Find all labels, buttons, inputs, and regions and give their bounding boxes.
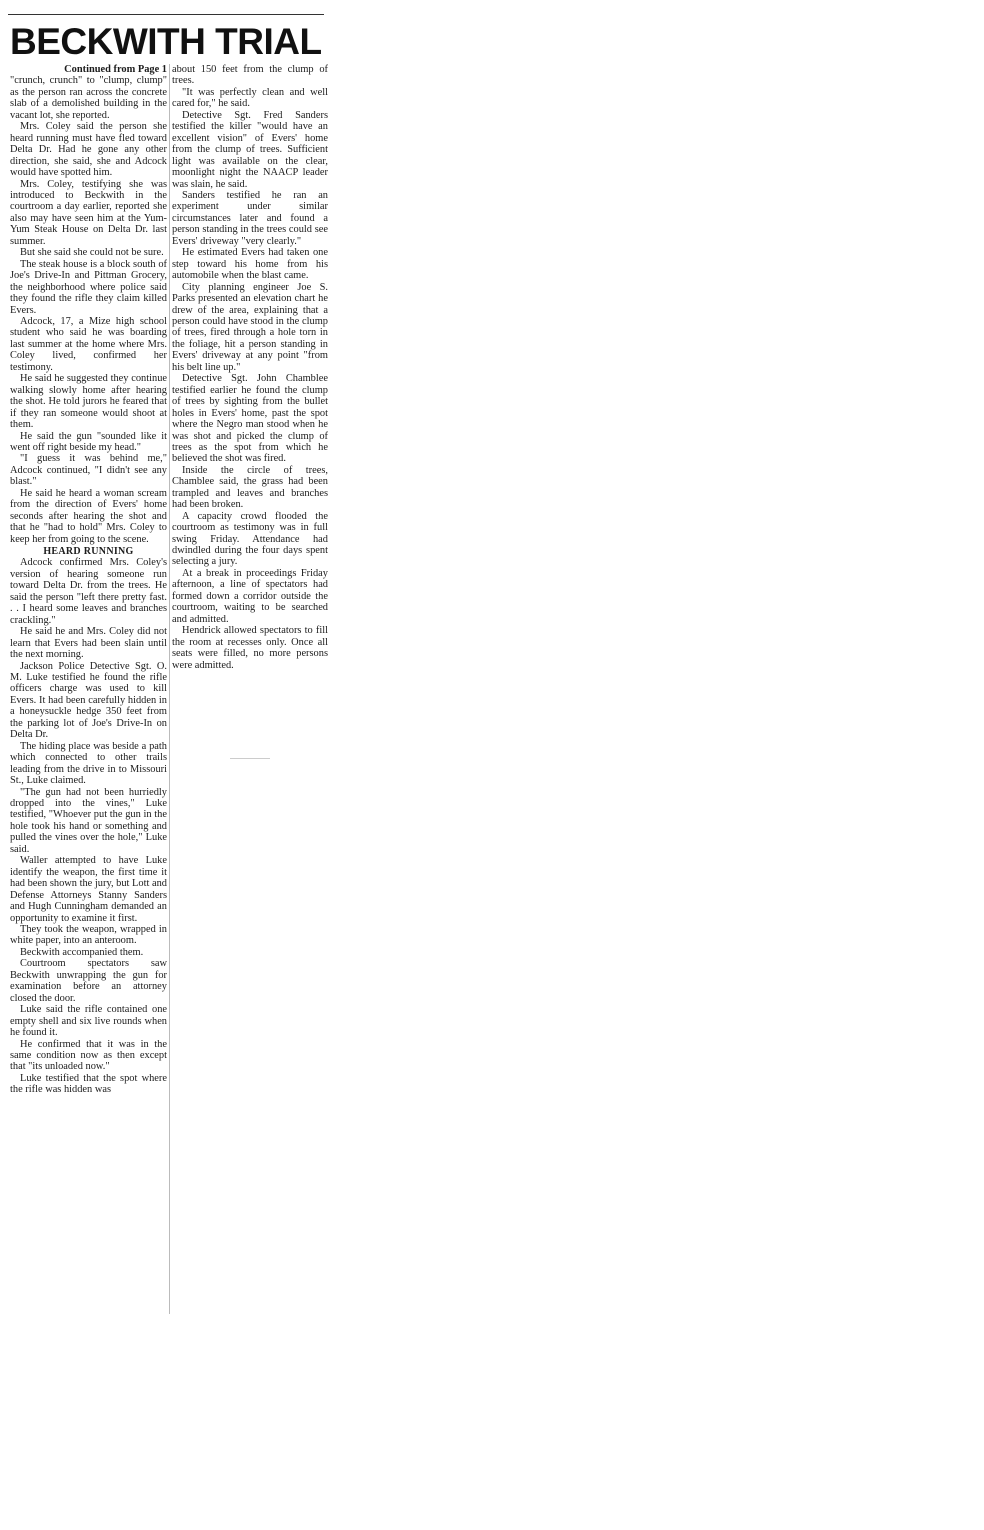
paragraph: "crunch, crunch" to "clump, clump" as the person ran across the concrete slab of a demolished building in the vacant lot, she reported. [10, 75, 167, 121]
paragraph: He estimated Evers had taken one step toward his home from his automobile when the blast came. [172, 247, 328, 282]
paragraph: Jackson Police Detective Sgt. O. M. Luke testified he found the rifle officers charge was used to kill Evers. It had been carefully hidden in a honeysuckle hedge 350 feet from the parking lot of Joe's Drive-In on Delta Dr. [10, 660, 167, 741]
paragraph: Luke testified that the spot where the rifle was hidden was [10, 1072, 167, 1096]
paragraph: Luke said the rifle contained one empty shell and six live rounds when he found it. [10, 1004, 167, 1039]
paragraph: A capacity crowd flooded the courtroom as testimony was in full swing Friday. Attendance had dwindled during the four days spent selecting a jury. [172, 510, 328, 568]
paragraph: Adcock confirmed Mrs. Coley's version of hearing someone run toward Delta Dr. from the trees. He said the person "left there pretty fast. . . I heard some leaves and branches crackling." [10, 557, 167, 626]
column-end-rule [230, 758, 270, 759]
paragraph: "The gun had not been hurriedly dropped into the vines," Luke testified, "Whoever put the gun in the hole took his hand or something and pulled the vines over the hole," Luke said. [10, 786, 167, 855]
top-rule [8, 14, 324, 15]
paragraph: The hiding place was beside a path which connected to other trails leading from the drive in to Missouri St., Luke claimed. [10, 740, 167, 787]
paragraph: But she said she could not be sure. [20, 247, 164, 259]
paragraph: He said the gun "sounded like it went off right beside my head." [10, 430, 167, 453]
paragraph: At a break in proceedings Friday afternoon, a line of spectators had formed down a corridor outside the courtroom, waiting to be searched and admitted. [172, 567, 328, 625]
paragraph: "I guess it was behind me," Adcock continued, "I didn't see any blast." [10, 453, 167, 488]
paragraph: Waller attempted to have Luke identify the weapon, the first time it had been shown the jury, but Lott and Defense Attorneys Stanny Sanders and Hugh Cunningham demanded an opportunity to examine it first. [10, 855, 167, 924]
paragraph: Sanders testified he ran an experiment under similar circumstances later and found a person standing in the trees could see Evers' driveway "very clearly." [172, 189, 328, 247]
paragraph: Detective Sgt. Fred Sanders testified the killer "would have an excellent vision" of Evers' home from the clump of trees. Sufficient light was available on the clear, moonlight night the NAACP leader was slain, he said. [172, 109, 328, 190]
continued-from-label: Continued from Page 1 [64, 64, 167, 75]
paragraph: Mrs. Coley, testifying she was introduced to Beckwith in the courtroom a day earlier, reported she also may have seen him at the Yum-Yum Steak House on Delta Dr. last summer. [10, 178, 167, 247]
paragraph: "It was perfectly clean and well cared for," he said. [172, 86, 328, 110]
article-column-1 [10, 64, 167, 1324]
paragraph: Courtroom spectators saw Beckwith unwrapping the gun for examination before an attorney closed the door. [10, 958, 167, 1004]
paragraph: Mrs. Coley said the person she heard running must have fled toward Delta Dr. Had he gone any other direction, she said, she and Adcock would have spotted him. [10, 121, 167, 179]
paragraph: The steak house is a block south of Joe's Drive-In and Pittman Grocery, the neighborhood where police said they found the rifle they claim killed Evers. [10, 258, 167, 316]
paragraph: Beckwith accompanied them. [20, 946, 144, 958]
paragraph: about 150 feet from the clump of trees. [172, 64, 328, 87]
paragraph: They took the weapon, wrapped in white paper, into an anteroom. [10, 923, 167, 947]
paragraph: He said he suggested they continue walking slowly home after hearing the shot. He told jurors he feared that if they ran someone would shoot at them. [10, 373, 167, 431]
paragraph: He said he heard a woman scream from the direction of Evers' home seconds after hearing the shot and that he "had to hold" Mrs. Coley to keep her from going to the scene. [10, 487, 167, 545]
paragraph: Inside the circle of trees, Chamblee said, the grass had been trampled and leaves and branches had been broken. [172, 464, 328, 511]
column-divider [169, 64, 170, 1314]
paragraph: He said he and Mrs. Coley did not learn that Evers had been slain until the next morning. [10, 626, 167, 661]
paragraph: Adcock, 17, a Mize high school student who said he was boarding last summer at the home where Mrs. Coley lived, confirmed her testimony. [10, 315, 167, 373]
paragraph: Hendrick allowed spectators to fill the room at recesses only. Once all seats were filled, no more persons were admitted. [172, 625, 328, 671]
subhead: HEARD RUNNING [43, 546, 134, 558]
article-column-2 [172, 64, 328, 764]
headline: BECKWITH TRIAL [10, 21, 322, 62]
paragraph: Detective Sgt. John Chamblee testified earlier he found the clump of trees by sighting from the bullet holes in Evers' home, past the spot where the Negro man stood when he was shot and picked the clump of trees as the spot from which he believed the shot was fired. [172, 373, 328, 465]
paragraph: City planning engineer Joe S. Parks presented an elevation chart he drew of the area, explaining that a person could have stood in the clump of trees, fired through a hole torn in the foliage, hit a person standing in Evers' driveway at any point "from his belt line up." [172, 281, 328, 373]
paragraph: He confirmed that it was in the same condition now as then except that "its unloaded now." [10, 1038, 167, 1073]
